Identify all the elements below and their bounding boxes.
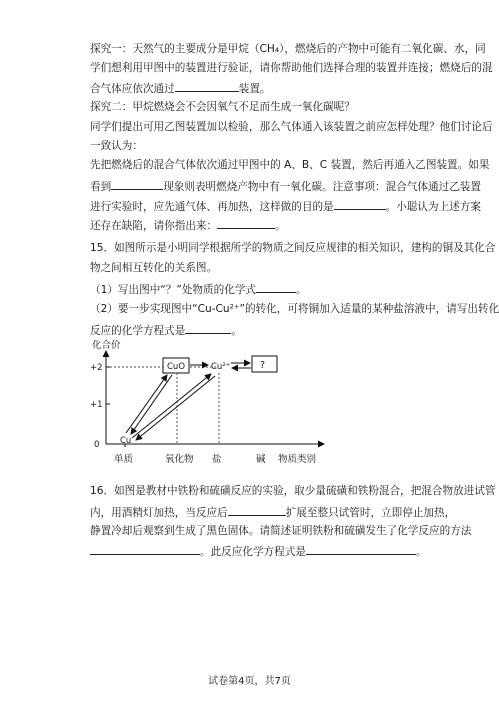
answer-blank[interactable] bbox=[185, 322, 231, 334]
text-line: 静置冷却后观察到生成了黑色固体。请简述证明铁粉和硫磺发生了化学反应的方法 bbox=[90, 525, 472, 537]
text-line: 一致认为： bbox=[90, 140, 143, 152]
answer-blank[interactable] bbox=[111, 178, 163, 190]
text-line: 内，用酒精灯加热，当反应后 扩展至整只试管时，立即停止加热， bbox=[90, 504, 455, 520]
x-axis-title: 物质类别 bbox=[278, 454, 317, 465]
text-line: 学们想利用甲图中的装置进行验证，请你帮助他们选择合理的装置并连接；燃烧后的混 bbox=[90, 62, 493, 74]
text-line: 15．如图所示是小明同学根据所学的物质之间反应规律的相关知识，建构的铜及其化合 bbox=[90, 242, 496, 254]
text-line: 反应的化学方程式是 。 bbox=[90, 322, 242, 338]
text-line: 物之间相互转化的关系图。 bbox=[90, 262, 218, 274]
y-tick-label: +1 bbox=[90, 400, 103, 410]
copper-transformation-diagram bbox=[84, 337, 334, 472]
cu-label: Cu bbox=[120, 436, 132, 446]
text-line: （2）要一步实现图中“Cu-Cu²⁺”的转化，可将铜加入适量的某种盐溶液中，请写出转化 bbox=[90, 303, 499, 315]
x-category-label: 单质 bbox=[114, 454, 134, 465]
x-category-label: 氧化物 bbox=[165, 454, 194, 465]
answer-blank[interactable] bbox=[256, 281, 296, 293]
answer-blank[interactable] bbox=[175, 80, 239, 92]
x-category-label: 盐 bbox=[212, 454, 222, 465]
answer-blank[interactable] bbox=[217, 217, 275, 229]
cu2-label: Cu²⁺ bbox=[211, 362, 231, 372]
answer-blank[interactable] bbox=[334, 198, 386, 210]
answer-blank[interactable] bbox=[306, 543, 416, 555]
text-line: 看到 现象则表明燃烧产物中有一氧化碳。注意事项：混合气体通过乙装置 bbox=[90, 178, 481, 194]
cuo-label: CuO bbox=[167, 362, 186, 372]
text-line: 16．如图是教材中铁粉和硫磺反应的实验，取少量硫磺和铁粉混合，把混合物放进试管 bbox=[90, 485, 496, 497]
text-line: 先把燃烧后的混合气体依次通过甲图中的 A、B、C 装置，然后再通入乙图装置。如果 bbox=[90, 159, 490, 171]
text-line: 还存在缺陷，请你指出来： 。 bbox=[90, 217, 286, 233]
x-category-label: 碱 bbox=[256, 454, 266, 465]
answer-blank[interactable] bbox=[90, 543, 200, 555]
text-line: 探究一：天然气的主要成分是甲烷（CH₄），燃烧后的产物中可能有二氧化碳、水，同 bbox=[90, 43, 486, 55]
text-line: 。此反应化学方程式是 。 bbox=[90, 543, 427, 559]
y-tick-label: 0 bbox=[94, 440, 100, 450]
text-line: （1）写出图中“？”处物质的化学式 。 bbox=[90, 281, 307, 297]
text-line: 探究二：甲烷燃烧会不会因氧气不足而生成一氧化碳呢？ bbox=[90, 101, 355, 113]
answer-blank[interactable] bbox=[228, 504, 286, 516]
y-axis-title: 化合价 bbox=[92, 340, 121, 351]
unknown-label: ? bbox=[260, 360, 266, 371]
text-line: 同学们提出可用乙图装置加以检验，那么气体通入该装置之前应怎样处理？他们讨论后 bbox=[90, 121, 493, 133]
text-line: 合气体应依次通过 装置。 bbox=[90, 80, 271, 96]
page-footer: 试卷第4页，共7页 bbox=[208, 676, 291, 687]
text-line: 进行实验时，应先通气体、再加热，这样做的目的是 。小聪认为上述方案 bbox=[90, 198, 481, 214]
y-tick-label: +2 bbox=[90, 363, 103, 373]
